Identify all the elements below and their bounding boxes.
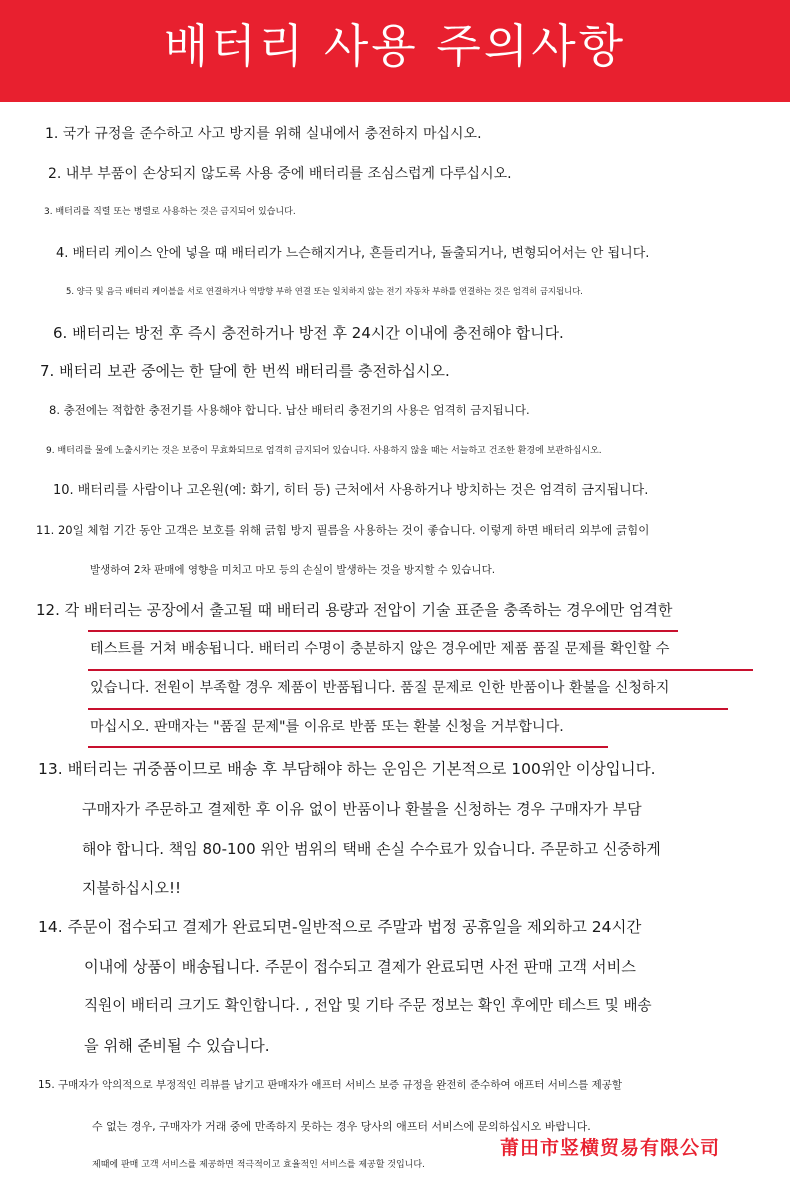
red-underline bbox=[88, 746, 608, 748]
notice-line: 제때에 판매 고객 서비스를 제공하면 적극적이고 효율적인 서비스를 제공할 것입니다. bbox=[92, 1160, 425, 1170]
notice-line: 13. 배터리는 귀중품이므로 배송 후 부담해야 하는 운임은 기본적으로 100위안 이상입니다. bbox=[38, 760, 656, 778]
notice-2 bbox=[48, 166, 512, 183]
notice-line: 지불하십시오!! bbox=[82, 879, 181, 897]
notice-line: 8. 충전에는 적합한 충전기를 사용해야 합니다. 납산 배터리 충전기의 사용은 엄격히 금지됩니다. bbox=[49, 403, 530, 417]
red-underline bbox=[88, 630, 678, 632]
notice-line: 1. 국가 규정을 준수하고 사고 방지를 위해 실내에서 충전하지 마십시오. bbox=[45, 126, 482, 142]
notice-1 bbox=[45, 126, 482, 143]
notice-9 bbox=[46, 446, 602, 457]
notice-line: 3. 배터리를 직렬 또는 병렬로 사용하는 것은 금지되어 있습니다. bbox=[44, 207, 296, 217]
notice-line: 4. 배터리 케이스 안에 넣을 때 배터리가 느슨해지거나, 흔들리거나, 돌출되거나, 변형되어서는 안 됩니다. bbox=[56, 246, 650, 261]
notice-line: 14. 주문이 접수되고 결제가 완료되면-일반적으로 주말과 법정 공휴일을 제외하고 24시간 bbox=[38, 918, 642, 936]
notice-7 bbox=[40, 362, 450, 380]
notice-line: 15. 구매자가 악의적으로 부정적인 리뷰를 남기고 판매자가 애프터 서비스 보증 규정을 완전히 준수하여 애프터 서비스를 제공할 bbox=[38, 1079, 623, 1091]
notice-line: 수 없는 경우, 구매자가 거래 중에 만족하지 못하는 경우 당사의 애프터 서비스에 문의하십시오 바랍니다. bbox=[92, 1120, 591, 1133]
notice-line: 이내에 상품이 배송됩니다. 주문이 접수되고 결제가 완료되면 사전 판매 고객 서비스 bbox=[84, 958, 636, 976]
notice-line: 11. 20일 체험 기간 동안 고객은 보호를 위해 긁힘 방지 필름을 사용하는 것이 좋습니다. 이렇게 하면 배터리 외부에 긁힘이 bbox=[36, 523, 650, 537]
red-underline bbox=[88, 669, 753, 671]
notice-line: 마십시오. 판매자는 "품질 문제"를 이유로 반품 또는 환불 신청을 거부합니다. bbox=[90, 719, 564, 735]
page-header-banner bbox=[0, 0, 790, 102]
notice-line: 을 위해 준비될 수 있습니다. bbox=[84, 1037, 270, 1055]
notice-line: 12. 각 배터리는 공장에서 출고될 때 배터리 용량과 전압이 기술 표준을 충족하는 경우에만 엄격한 bbox=[36, 601, 673, 619]
notice-line: 해야 합니다. 책임 80-100 위안 범위의 택배 손실 수수료가 있습니다. 주문하고 신중하게 bbox=[82, 840, 661, 858]
notice-line: 7. 배터리 보관 중에는 한 달에 한 번씩 배터리를 충전하십시오. bbox=[40, 362, 450, 380]
notice-line: 10. 배터리를 사람이나 고온원(예: 화기, 히터 등) 근처에서 사용하거나 방치하는 것은 엄격히 금지됩니다. bbox=[53, 483, 649, 498]
notice-line: 6. 배터리는 방전 후 즉시 충전하거나 방전 후 24시간 이내에 충전해야 합니다. bbox=[53, 324, 564, 342]
notice-4 bbox=[56, 246, 649, 262]
notice-6 bbox=[53, 324, 564, 342]
notice-line: 발생하여 2차 판매에 영향을 미치고 마모 등의 손실이 발생하는 것을 방지할 수 있습니다. bbox=[90, 564, 496, 576]
notice-line: 5. 양극 및 음극 배터리 케이블을 서로 연결하거나 역방향 부하 연결 또는 일치하지 않는 전기 자동차 부하를 연결하는 것은 엄격히 금지됩니다. bbox=[66, 286, 583, 296]
notice-10 bbox=[53, 483, 648, 499]
page-title: 배터리 사용 주의사항 bbox=[163, 19, 627, 73]
notice-line: 직원이 배터리 크기도 확인합니다. , 전압 및 기타 주문 정보는 확인 후에만 테스트 및 배송 bbox=[84, 997, 652, 1014]
notice-line: 있습니다. 전원이 부족할 경우 제품이 반품됩니다. 품질 문제로 인한 반품이나 환불을 신청하지 bbox=[90, 680, 670, 696]
notice-line: 9. 배터리를 물에 노출시키는 것은 보증이 무효화되므로 엄격히 금지되어 있습니다. 사용하지 않을 때는 서늘하고 건조한 환경에 보관하십시오. bbox=[46, 446, 602, 456]
notice-8 bbox=[49, 404, 530, 418]
notice-5 bbox=[66, 286, 583, 296]
red-underline bbox=[88, 708, 728, 710]
notice-line: 2. 내부 부품이 손상되지 않도록 사용 중에 배터리를 조심스럽게 다루십시오. bbox=[48, 166, 512, 182]
company-stamp: 莆田市竖横贸易有限公司 bbox=[500, 1137, 721, 1159]
notice-line: 구매자가 주문하고 결제한 후 이유 없이 반품이나 환불을 신청하는 경우 구매자가 부담 bbox=[82, 800, 642, 818]
notice-3 bbox=[44, 207, 296, 218]
notice-line: 테스트를 거쳐 배송됩니다. 배터리 수명이 충분하지 않은 경우에만 제품 품질 문제를 확인할 수 bbox=[90, 641, 670, 657]
